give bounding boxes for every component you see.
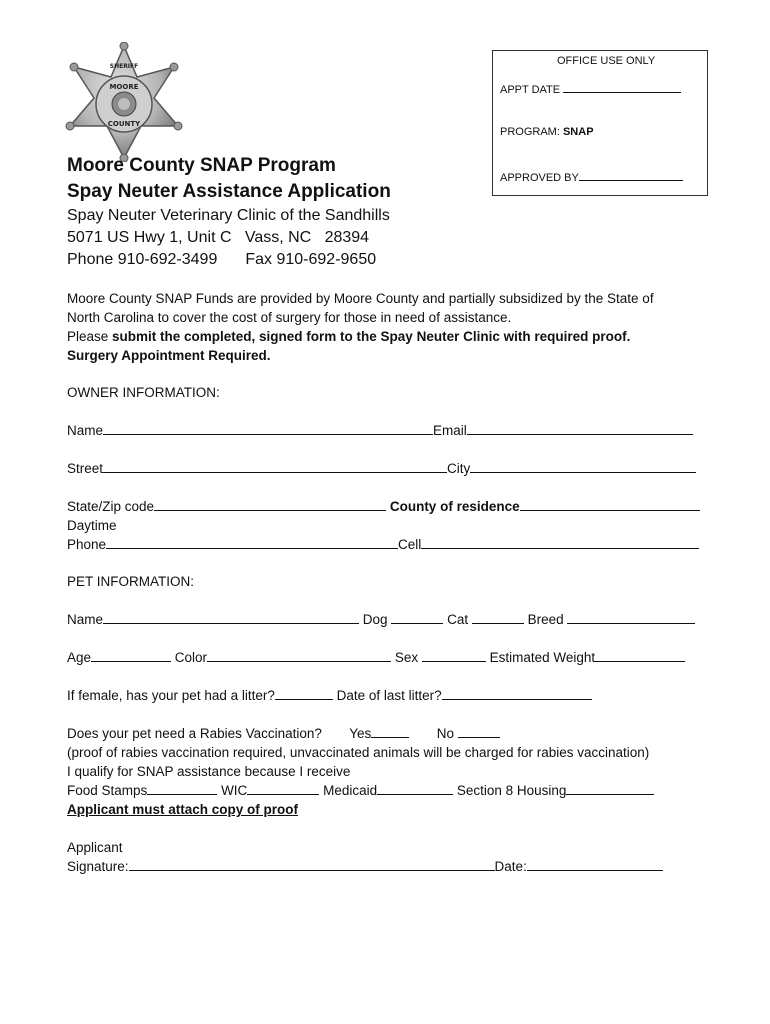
pet-cat-field[interactable]: [472, 611, 524, 624]
pet-color-label: Color: [174, 650, 208, 665]
intro-line-1: Moore County SNAP Funds are provided by Moore County and partially subsidized by the State of: [67, 291, 654, 306]
food-stamps-label: Food Stamps: [67, 783, 148, 798]
food-stamps-field[interactable]: [147, 782, 217, 795]
pet-weight-field[interactable]: [595, 649, 685, 662]
pet-heading: PET INFORMATION:: [67, 574, 195, 589]
pet-cat-label: Cat: [447, 612, 469, 627]
wic-field[interactable]: [247, 782, 319, 795]
pet-age-label: Age: [67, 650, 92, 665]
owner-name-field[interactable]: [103, 422, 433, 435]
qualify-statement: I qualify for SNAP assistance because I receive: [67, 764, 351, 779]
medicaid-label: Medicaid: [323, 783, 378, 798]
section8-field[interactable]: [566, 782, 654, 795]
owner-city-field[interactable]: [470, 460, 696, 473]
applicant-label: Applicant: [67, 840, 123, 855]
owner-county-field[interactable]: [520, 498, 700, 511]
owner-street-field[interactable]: [103, 460, 447, 473]
sheriff-badge-logo: [64, 42, 184, 162]
submit-instructions: submit the completed, signed form to the Spay Neuter Clinic with required proof.: [112, 329, 631, 344]
rabies-question: Does your pet need a Rabies Vaccination?: [67, 726, 322, 741]
rabies-yes-field[interactable]: [371, 725, 409, 738]
pet-row-age: [67, 648, 685, 667]
clinic-phone: Phone 910-692-3499: [67, 251, 218, 268]
owner-phone-label: Phone: [67, 537, 107, 552]
clinic-address: 5071 US Hwy 1, Unit C Vass, NC 28394: [67, 229, 370, 246]
pet-name-label: Name: [67, 612, 104, 627]
signature-label: Signature:: [67, 859, 129, 874]
owner-phone-field[interactable]: [106, 536, 398, 549]
owner-row-state: [67, 497, 700, 516]
last-litter-field[interactable]: [442, 687, 592, 700]
assistance-row: [67, 781, 654, 800]
office-use-title: OFFICE USE ONLY: [557, 55, 656, 67]
appt-date-field[interactable]: [500, 83, 681, 96]
pet-weight-label: Estimated Weight: [489, 650, 596, 665]
appt-date-label: APPT DATE: [500, 84, 561, 96]
pet-row-litter: [67, 686, 592, 705]
program-label: PROGRAM:: [500, 126, 560, 138]
litter-question: If female, has your pet had a litter?: [67, 688, 275, 703]
owner-row-name: [67, 421, 693, 440]
pet-dog-label: Dog: [362, 612, 388, 627]
appointment-required: Surgery Appointment Required.: [67, 348, 271, 363]
owner-row-phone: [67, 535, 699, 554]
owner-street-label: Street: [67, 461, 104, 476]
pet-sex-label: Sex: [394, 650, 419, 665]
owner-city-label: City: [447, 461, 471, 476]
page-title: Moore County SNAP Program: [67, 155, 336, 176]
approved-by-field[interactable]: [500, 171, 683, 184]
owner-county-label: County of residence: [389, 499, 520, 514]
medicaid-field[interactable]: [377, 782, 453, 795]
pet-row-name: [67, 610, 695, 629]
pet-row-rabies: [67, 724, 500, 743]
attach-proof-notice: Applicant must attach copy of proof: [67, 802, 299, 817]
pet-dog-field[interactable]: [391, 611, 443, 624]
rabies-note: (proof of rabies vaccination required, unvaccinated animals will be charged for rabies vaccination): [67, 745, 650, 760]
clinic-fax: Fax 910-692-9650: [245, 251, 377, 268]
last-litter-label: Date of last litter?: [336, 688, 442, 703]
owner-email-field[interactable]: [467, 422, 693, 435]
signature-row: [67, 857, 663, 876]
litter-answer-field[interactable]: [275, 687, 333, 700]
star-badge-icon: [64, 42, 184, 162]
page-subtitle: Spay Neuter Assistance Application: [67, 181, 391, 202]
owner-cell-field[interactable]: [421, 536, 699, 549]
appt-date-line[interactable]: [563, 83, 681, 93]
approved-by-label: APPROVED BY: [500, 172, 579, 184]
clinic-contact: [67, 249, 376, 271]
owner-heading: OWNER INFORMATION:: [67, 385, 220, 400]
owner-state-label: State/Zip code: [67, 499, 155, 514]
intro-line-3: Please submit the completed, signed form to the Spay Neuter Clinic with required proof.: [67, 329, 631, 344]
owner-row-street: [67, 459, 696, 478]
rabies-no-label: No: [436, 726, 455, 741]
program-field: [500, 126, 594, 138]
pet-color-field[interactable]: [207, 649, 391, 662]
owner-cell-label: Cell: [398, 537, 422, 552]
rabies-yes-label: Yes: [349, 726, 372, 741]
signature-field[interactable]: [129, 858, 495, 871]
owner-daytime-label: Daytime: [67, 518, 117, 533]
section8-label: Section 8 Housing: [456, 783, 567, 798]
pet-breed-label: Breed: [527, 612, 564, 627]
pet-age-field[interactable]: [91, 649, 171, 662]
owner-name-label: Name: [67, 423, 104, 438]
approved-by-line[interactable]: [579, 171, 683, 181]
owner-state-field[interactable]: [154, 498, 386, 511]
program-value: SNAP: [562, 126, 594, 138]
owner-email-label: Email: [433, 423, 467, 438]
date-label: Date:: [494, 859, 527, 874]
badge-top-text: SHERIFF: [109, 63, 139, 70]
rabies-no-field[interactable]: [458, 725, 500, 738]
office-use-box: [492, 50, 708, 196]
clinic-name: Spay Neuter Veterinary Clinic of the Sandhills: [67, 207, 390, 224]
pet-name-field[interactable]: [103, 611, 359, 624]
intro-line-2: North Carolina to cover the cost of surgery for those in need of assistance.: [67, 310, 512, 325]
badge-mid-text: MOORE: [109, 83, 139, 91]
pet-breed-field[interactable]: [567, 611, 695, 624]
date-field[interactable]: [527, 858, 663, 871]
wic-label: WIC: [221, 783, 248, 798]
badge-bottom-text: COUNTY: [107, 120, 141, 128]
pet-sex-field[interactable]: [422, 649, 486, 662]
